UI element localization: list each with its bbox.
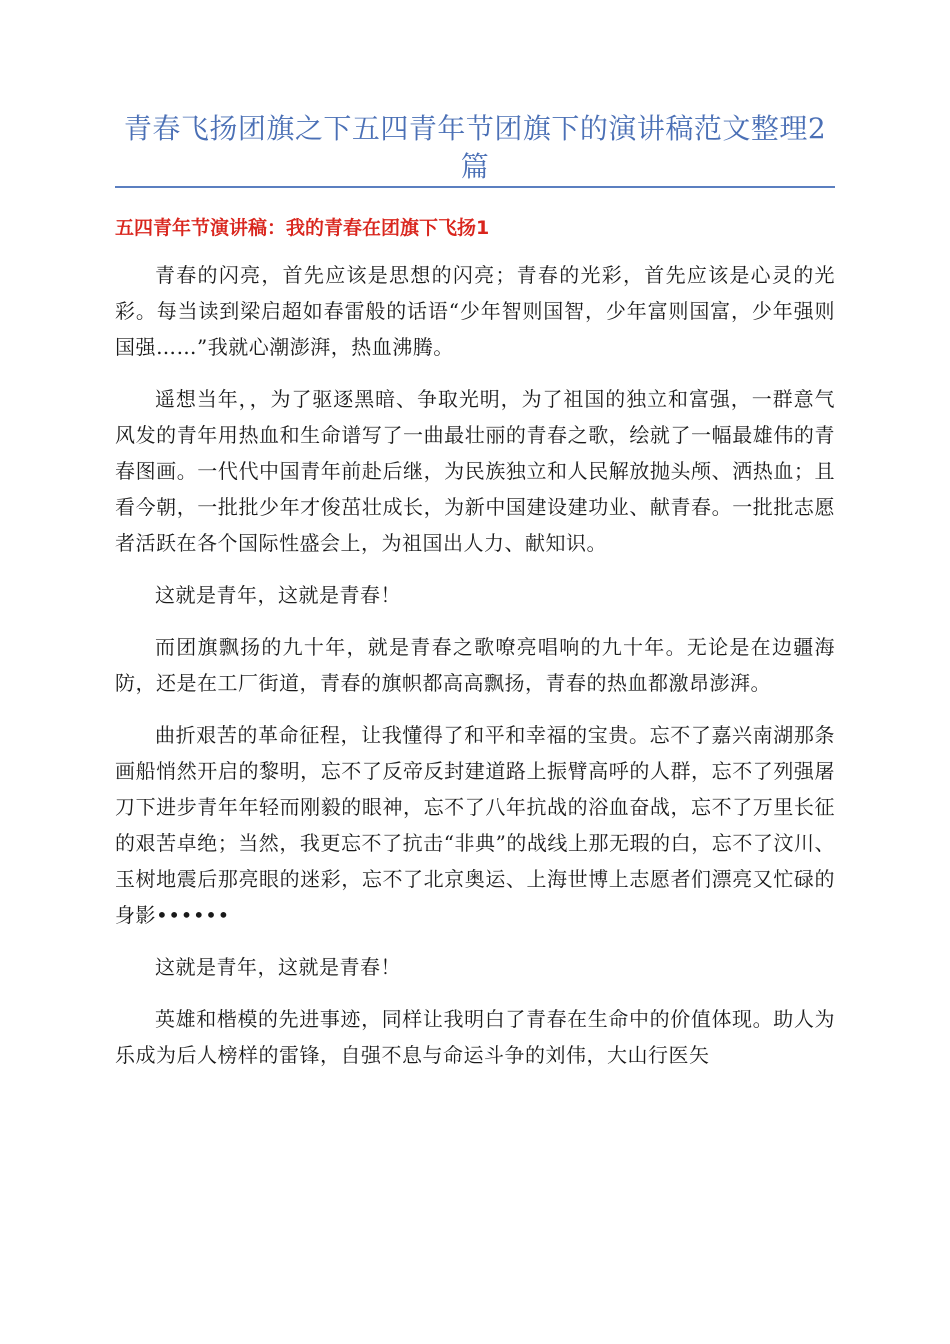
paragraph: 青春的闪亮，首先应该是思想的闪亮；青春的光彩，首先应该是心灵的光彩。每当读到梁启超如春雷般的话语“少年智则国智，少年富则国富，少年强则国强……”我就心潮澎湃，热血沸腾。 — [115, 263, 835, 359]
paragraph: 遥想当年，，为了驱逐黑暗、争取光明，为了祖国的独立和富强，一群意气风发的青年用热血和生命谱写了一曲最壮丽的青春之歌，绘就了一幅最雄伟的青春图画。一代代中国青年前赴后继，为民族独立和人民解放抛头颅、洒热血；且看今朝，一批批少年才俊茁壮成长，为新中国建设建功业、献青春。一批批志愿者活跃在各个国际性盛会上，为祖国出人力、献知识。 — [115, 387, 835, 555]
paragraph: 英雄和楷模的先进事迹，同样让我明白了青春在生命中的价值体现。助人为乐成为后人榜样的雷锋，自强不息与命运斗争的刘伟，大山行医矢 — [115, 1007, 835, 1067]
paragraph: 这就是青年，这就是青春！ — [155, 955, 401, 979]
document-title: 青春飞扬团旗之下五四青年节团旗下的演讲稿范文整理2篇 — [123, 112, 827, 183]
title-divider — [115, 186, 835, 188]
document-body — [115, 257, 835, 1089]
paragraph: 而团旗飘扬的九十年，就是青春之歌嘹亮唱响的九十年。无论是在边疆海防，还是在工厂街道，青春的旗帜都高高飘扬，青春的热血都激昂澎湃。 — [115, 635, 835, 695]
paragraph: 曲折艰苦的革命征程，让我懂得了和平和幸福的宝贵。忘不了嘉兴南湖那条画船悄然开启的黎明，忘不了反帝反封建道路上振臂高呼的人群，忘不了列强屠刀下进步青年年轻而刚毅的眼神，忘不了八年抗战的浴血奋战，忘不了万里长征的艰苦卓绝；当然，我更忘不了抗击“非典”的战线上那无瑕的白，忘不了汶川、玉树地震后那亮眼的迷彩，忘不了北京奥运、上海世博上志愿者们漂亮又忙碌的身影•••••• — [115, 723, 835, 927]
paragraph: 这就是青年，这就是青春！ — [155, 583, 401, 607]
section-heading: 五四青年节演讲稿：我的青春在团旗下飞扬1 — [115, 217, 490, 239]
